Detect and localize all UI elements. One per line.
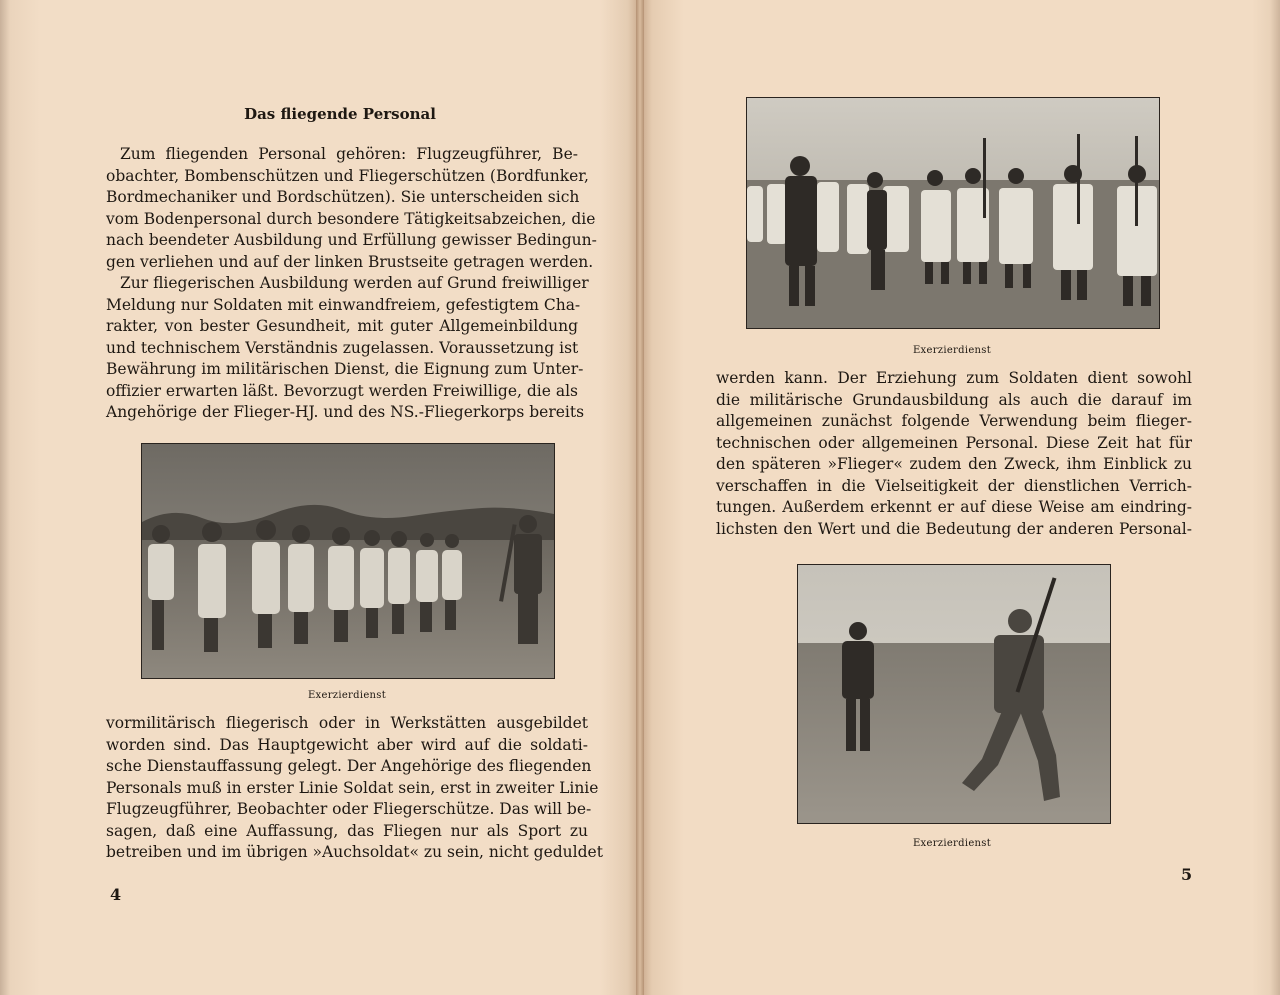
text-line: lichsten den Wert und die Bedeutung der anderen Personal- [716, 519, 1192, 538]
text-line: Zum fliegenden Personal gehören: Flugzeugführer, Be- [120, 145, 578, 163]
drill-photo-graphic [798, 565, 1110, 823]
text-line: sche Dienstauffassung gelegt. Der Angehörige des fliegenden [106, 757, 592, 775]
text-line: betreiben und im übrigen »Auchsoldat« zu sein, nicht geduldet [106, 843, 603, 861]
text-line: rakter, von bester Gesundheit, mit guter Allgemeinbildung [106, 317, 578, 335]
drill-photo-graphic [747, 98, 1159, 328]
text-line: sagen, daß eine Auffassung, das Fliegen nur als Sport zu [106, 821, 588, 840]
text-line: worden sind. Das Hauptgewicht aber wird auf die soldati- [106, 735, 588, 754]
right-page [640, 0, 1280, 995]
text-line: Meldung nur Soldaten mit einwandfreiem, gefestigtem Cha- [106, 295, 581, 314]
text-line: verschaffen in die Vielseitigkeit der dienstlichen Verrich- [716, 476, 1192, 495]
text-line: technischen oder allgemeinen Personal. Diese Zeit hat für [716, 433, 1192, 452]
text-line: und technischem Verständnis zugelassen. Voraussetzung ist [106, 338, 579, 357]
left-paragraph-2 [106, 273, 589, 424]
text-line: vormilitärisch fliegerisch oder in Werkstätten ausgebildet [106, 714, 588, 732]
page-heading: Das fliegende Personal [244, 105, 436, 123]
text-line: tungen. Außerdem erkennt er auf diese Weise am eindring- [716, 498, 1192, 516]
text-line: vom Bodenpersonal durch besondere Tätigkeitsabzeichen, die [106, 209, 596, 228]
text-line: werden kann. Der Erziehung zum Soldaten dient sowohl [716, 369, 1192, 387]
text-line: Zur fliegerischen Ausbildung werden auf Grund freiwilliger [120, 274, 589, 292]
text-line: nach beendeter Ausbildung und Erfüllung gewisser Bedingun- [106, 231, 597, 249]
left-paragraph-1 [106, 144, 597, 273]
left-paragraph-3 [106, 713, 603, 864]
text-line: allgemeinen zunächst folgende Verwendung beim flieger- [716, 412, 1192, 430]
drill-photo-graphic [142, 444, 554, 678]
text-line: gen verliehen und auf der linken Brustseite getragen werden. [106, 252, 594, 271]
text-line: Angehörige der Flieger-HJ. und des NS.-Fliegerkorps bereits [106, 403, 585, 421]
book-gutter [636, 0, 644, 995]
text-line: die militärische Grundausbildung als auch die darauf im [716, 390, 1192, 409]
text-line: Flugzeugführer, Beobachter oder Fliegerschütze. Das will be- [106, 800, 592, 818]
photo-caption-top: Exerzierdienst [912, 345, 992, 356]
right-paragraph-1 [716, 368, 1192, 540]
photo-drill-line-top [746, 97, 1160, 329]
text-line: Personals muß in erster Linie Soldat sein, erst in zweiter Linie [106, 778, 599, 797]
page-number-left: 4 [110, 885, 122, 904]
text-line: obachter, Bombenschützen und Fliegerschützen (Bordfunker, [106, 166, 589, 185]
text-line: Bordmechaniker und Bordschützen). Sie unterscheiden sich [106, 188, 580, 206]
text-line: offizier erwarten läßt. Bevorzugt werden Freiwillige, die als [106, 381, 578, 400]
text-line: Bewährung im militärischen Dienst, die Eignung zum Unter- [106, 360, 584, 378]
photo-caption-bottom: Exerzierdienst [912, 838, 992, 849]
photo-drill-line-left [141, 443, 555, 679]
page-number-right: 5 [1181, 865, 1193, 884]
text-line: den späteren »Flieger« zudem den Zweck, ihm Einblick zu [716, 455, 1192, 473]
photo-march-step [797, 564, 1111, 824]
photo-caption-left: Exerzierdienst [307, 690, 387, 701]
